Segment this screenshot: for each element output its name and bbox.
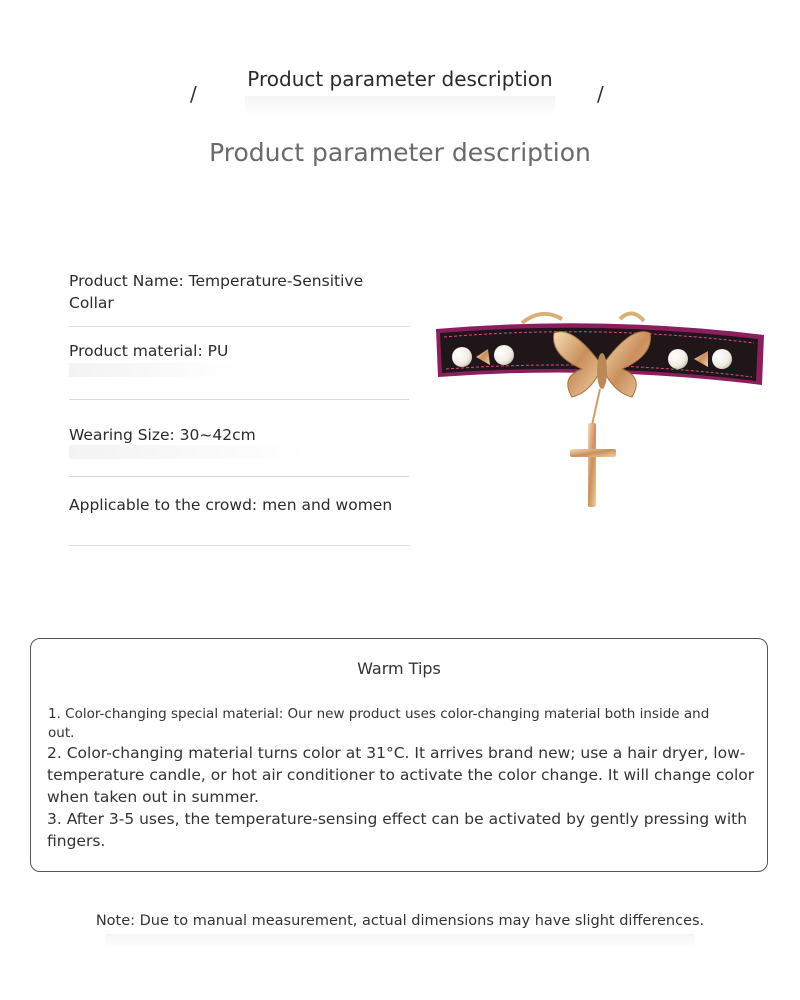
pearl [452, 347, 472, 367]
charm-chain [592, 389, 600, 425]
text-shadow [69, 445, 309, 459]
param-applicable-crowd [69, 477, 409, 546]
pearl [494, 345, 514, 365]
tip-item-3: 3. After 3-5 uses, the temperature-sensing effect can be activated by gently pressing with fingers. [47, 810, 748, 850]
pearl [668, 349, 688, 369]
collar-product-image [432, 305, 768, 515]
tip-item-1: 1. Color-changing special material: Our new product uses color-changing material both inside and out. [48, 706, 710, 741]
param-product-material-text: Product material: PU [69, 342, 229, 360]
param-wearing-size [69, 400, 409, 477]
page-title: Product parameter description [247, 67, 553, 91]
cross-pendant [570, 423, 616, 507]
param-product-material [69, 327, 409, 400]
param-applicable-crowd-text: Applicable to the crowd: men and women [69, 496, 393, 514]
tip-item-2: 2. Color-changing material turns color at 31°C. It arrives brand new; use a hair dryer, low-temperature candle, or hot air conditioner to activate the color change. It will change color when taken out in summer. [47, 744, 755, 806]
title-shadow [245, 96, 555, 118]
measurement-note: Note: Due to manual measurement, actual dimensions may have slight differences. [95, 913, 705, 929]
decorative-slash-right: / [597, 82, 604, 106]
tip-items [47, 742, 759, 852]
pearl [712, 349, 732, 369]
buckle-ring [620, 313, 644, 321]
param-wearing-size-text: Wearing Size: 30~42cm [69, 426, 256, 444]
note-shadow [105, 934, 695, 948]
text-shadow [69, 363, 239, 377]
warm-tips-title: Warm Tips [357, 659, 441, 678]
page-subtitle: Product parameter description [209, 138, 591, 167]
param-product-name [69, 265, 409, 327]
buckle-ring [522, 314, 562, 323]
parameter-list [69, 265, 409, 546]
param-product-name-text: Product Name: Temperature-Sensitive Collar [69, 272, 364, 312]
warm-tips-box [30, 638, 768, 872]
decorative-slash-left: / [190, 82, 197, 106]
